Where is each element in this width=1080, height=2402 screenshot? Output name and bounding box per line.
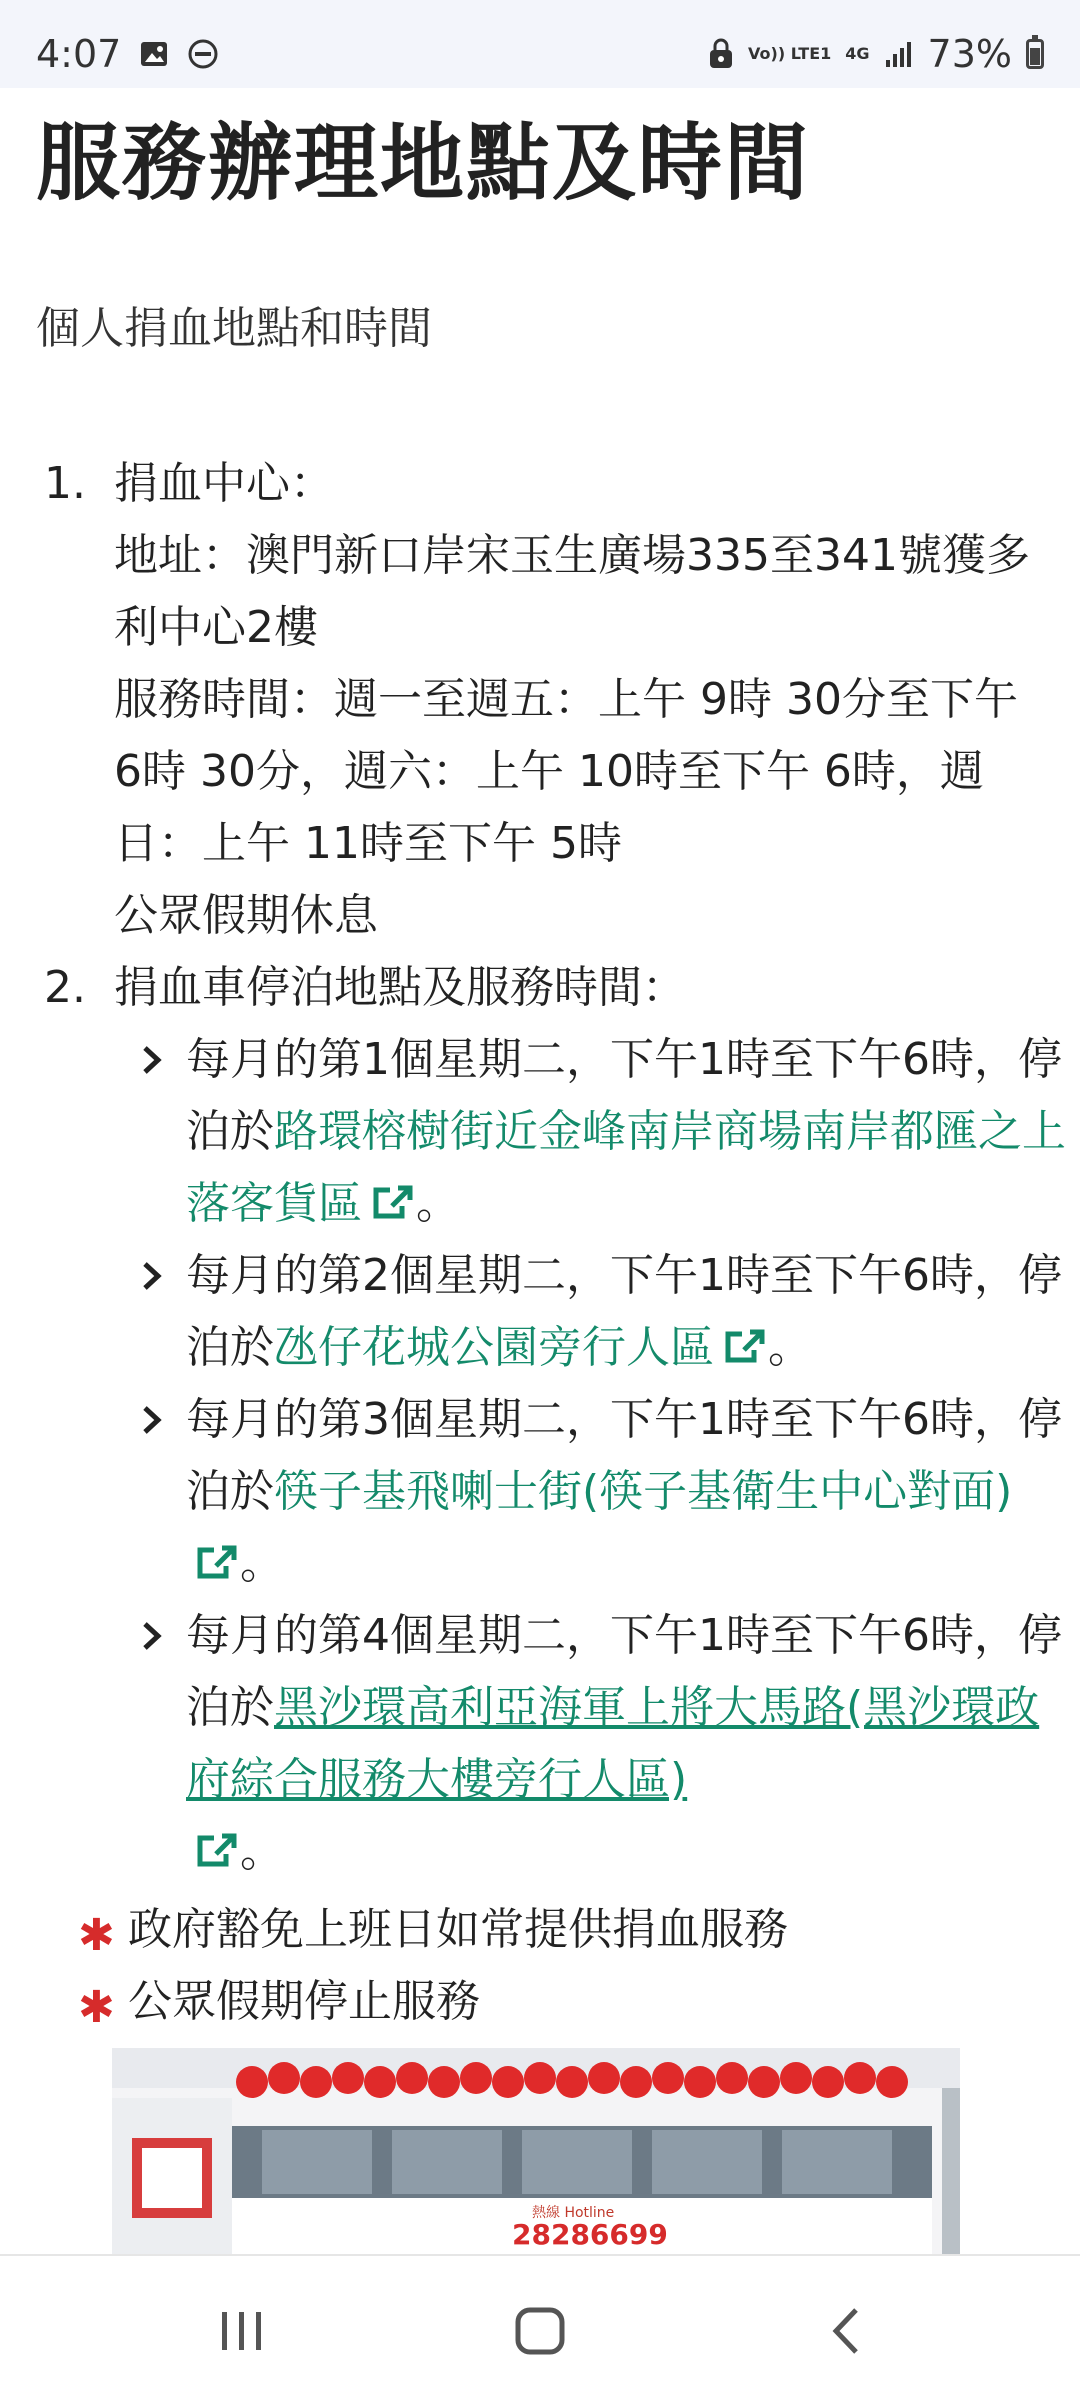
bus-stop-item: [110, 1024, 1066, 1240]
hotline-number: 28286699: [512, 2218, 668, 2251]
address-text: 地址：澳門新口岸宋玉生廣場335至341號獲多利中心2樓: [114, 530, 1030, 653]
bus-stop-link-3[interactable]: [186, 1466, 1012, 1589]
signal-icon: [884, 40, 914, 68]
list-number: 2.: [44, 962, 86, 1013]
chevron-right-icon: [138, 1618, 166, 1654]
image-icon: [139, 39, 169, 69]
bus-stop-schedule: 每月的第4個星期二，下午1時至下午6時，停泊於: [186, 1610, 1062, 1733]
home-button[interactable]: [510, 2306, 570, 2356]
list-item-blood-bus: [0, 952, 1080, 1024]
status-bar: [0, 0, 1080, 88]
bus-stop-link-1[interactable]: [186, 1106, 1066, 1229]
chevron-right-icon: [138, 1258, 166, 1294]
bus-stop-place: 筷子基飛喇士街(筷子基衛生中心對面): [274, 1466, 1013, 1517]
status-time: 4:07: [36, 32, 122, 76]
external-link-icon: [194, 1542, 240, 1582]
blood-bus-photo: [112, 2048, 960, 2254]
battery-percent: 73%: [927, 32, 1012, 76]
item-heading: 捐血中心：: [114, 458, 334, 509]
item-heading: 捐血車停泊地點及服務時間：: [114, 962, 686, 1013]
volte-indicator: Vo)) LTE1: [748, 44, 832, 63]
bus-stop-link-2[interactable]: [274, 1322, 768, 1373]
bus-stop-place: 路環榕樹街近金峰南岸商場南岸都匯之上落客貨區: [186, 1106, 1066, 1229]
bus-stop-link-4[interactable]: [186, 1682, 1039, 1877]
note-item: [78, 1894, 1080, 1966]
recent-apps-button[interactable]: [212, 2306, 272, 2356]
back-button[interactable]: [818, 2306, 878, 2356]
hours-text: 服務時間：週一至週五：上午 9時 30分至下午 6時 30分，週六：上午 10時至下午 6時，週日：上午 11時至下午 5時: [114, 674, 1018, 869]
system-nav-bar: [0, 2254, 1080, 2402]
asterisk-icon: ✱: [78, 1982, 115, 2033]
list-number: 1.: [44, 458, 86, 509]
battery-icon: [1026, 39, 1044, 69]
bus-stop-period: 。: [768, 1322, 812, 1373]
bus-stop-schedule: 每月的第2個星期二，下午1時至下午6時，停泊於: [186, 1250, 1062, 1373]
note-item: [78, 1966, 1080, 2038]
closed-text: 公眾假期休息: [114, 890, 378, 941]
bus-stop-schedule: 每月的第3個星期二，下午1時至下午6時，停泊於: [186, 1394, 1062, 1517]
bus-stop-item: [110, 1240, 1066, 1384]
note-text: 公眾假期停止服務: [128, 1976, 480, 2027]
notes-list: [0, 1894, 1080, 2038]
bus-stop-place: 黑沙環高利亞海軍上將大馬路(黑沙環政府綜合服務大樓旁行人區): [186, 1682, 1040, 1805]
alarm-lock-icon: [708, 38, 734, 70]
list-item-blood-center: [0, 448, 1080, 952]
note-text: 政府豁免上班日如常提供捐血服務: [128, 1904, 788, 1955]
bus-stop-list: [0, 1024, 1080, 1888]
external-link-icon: [722, 1326, 768, 1366]
hotline-label: 熱線 Hotline: [532, 2205, 615, 2221]
bus-stop-item: [110, 1384, 1066, 1600]
bus-stop-period: 。: [240, 1826, 284, 1877]
asterisk-icon: ✱: [78, 1910, 115, 1961]
service-list: [0, 448, 1080, 2038]
bus-stop-place: 氹仔花城公園旁行人區: [274, 1322, 714, 1373]
bus-stop-item: [110, 1600, 1066, 1888]
chevron-right-icon: [138, 1042, 166, 1078]
do-not-disturb-icon: [187, 38, 219, 70]
bus-stop-period: 。: [240, 1538, 284, 1589]
page-subtitle: 個人捐血地點和時間: [36, 303, 432, 354]
bus-stop-period: 。: [416, 1178, 460, 1229]
chevron-right-icon: [138, 1402, 166, 1438]
external-link-icon: [194, 1830, 240, 1870]
external-link-icon: [370, 1182, 416, 1222]
network-type: 4G: [845, 44, 870, 63]
bus-stop-schedule: 每月的第1個星期二，下午1時至下午6時，停泊於: [186, 1034, 1062, 1157]
page-title: 服務辦理地點及時間: [36, 114, 811, 212]
